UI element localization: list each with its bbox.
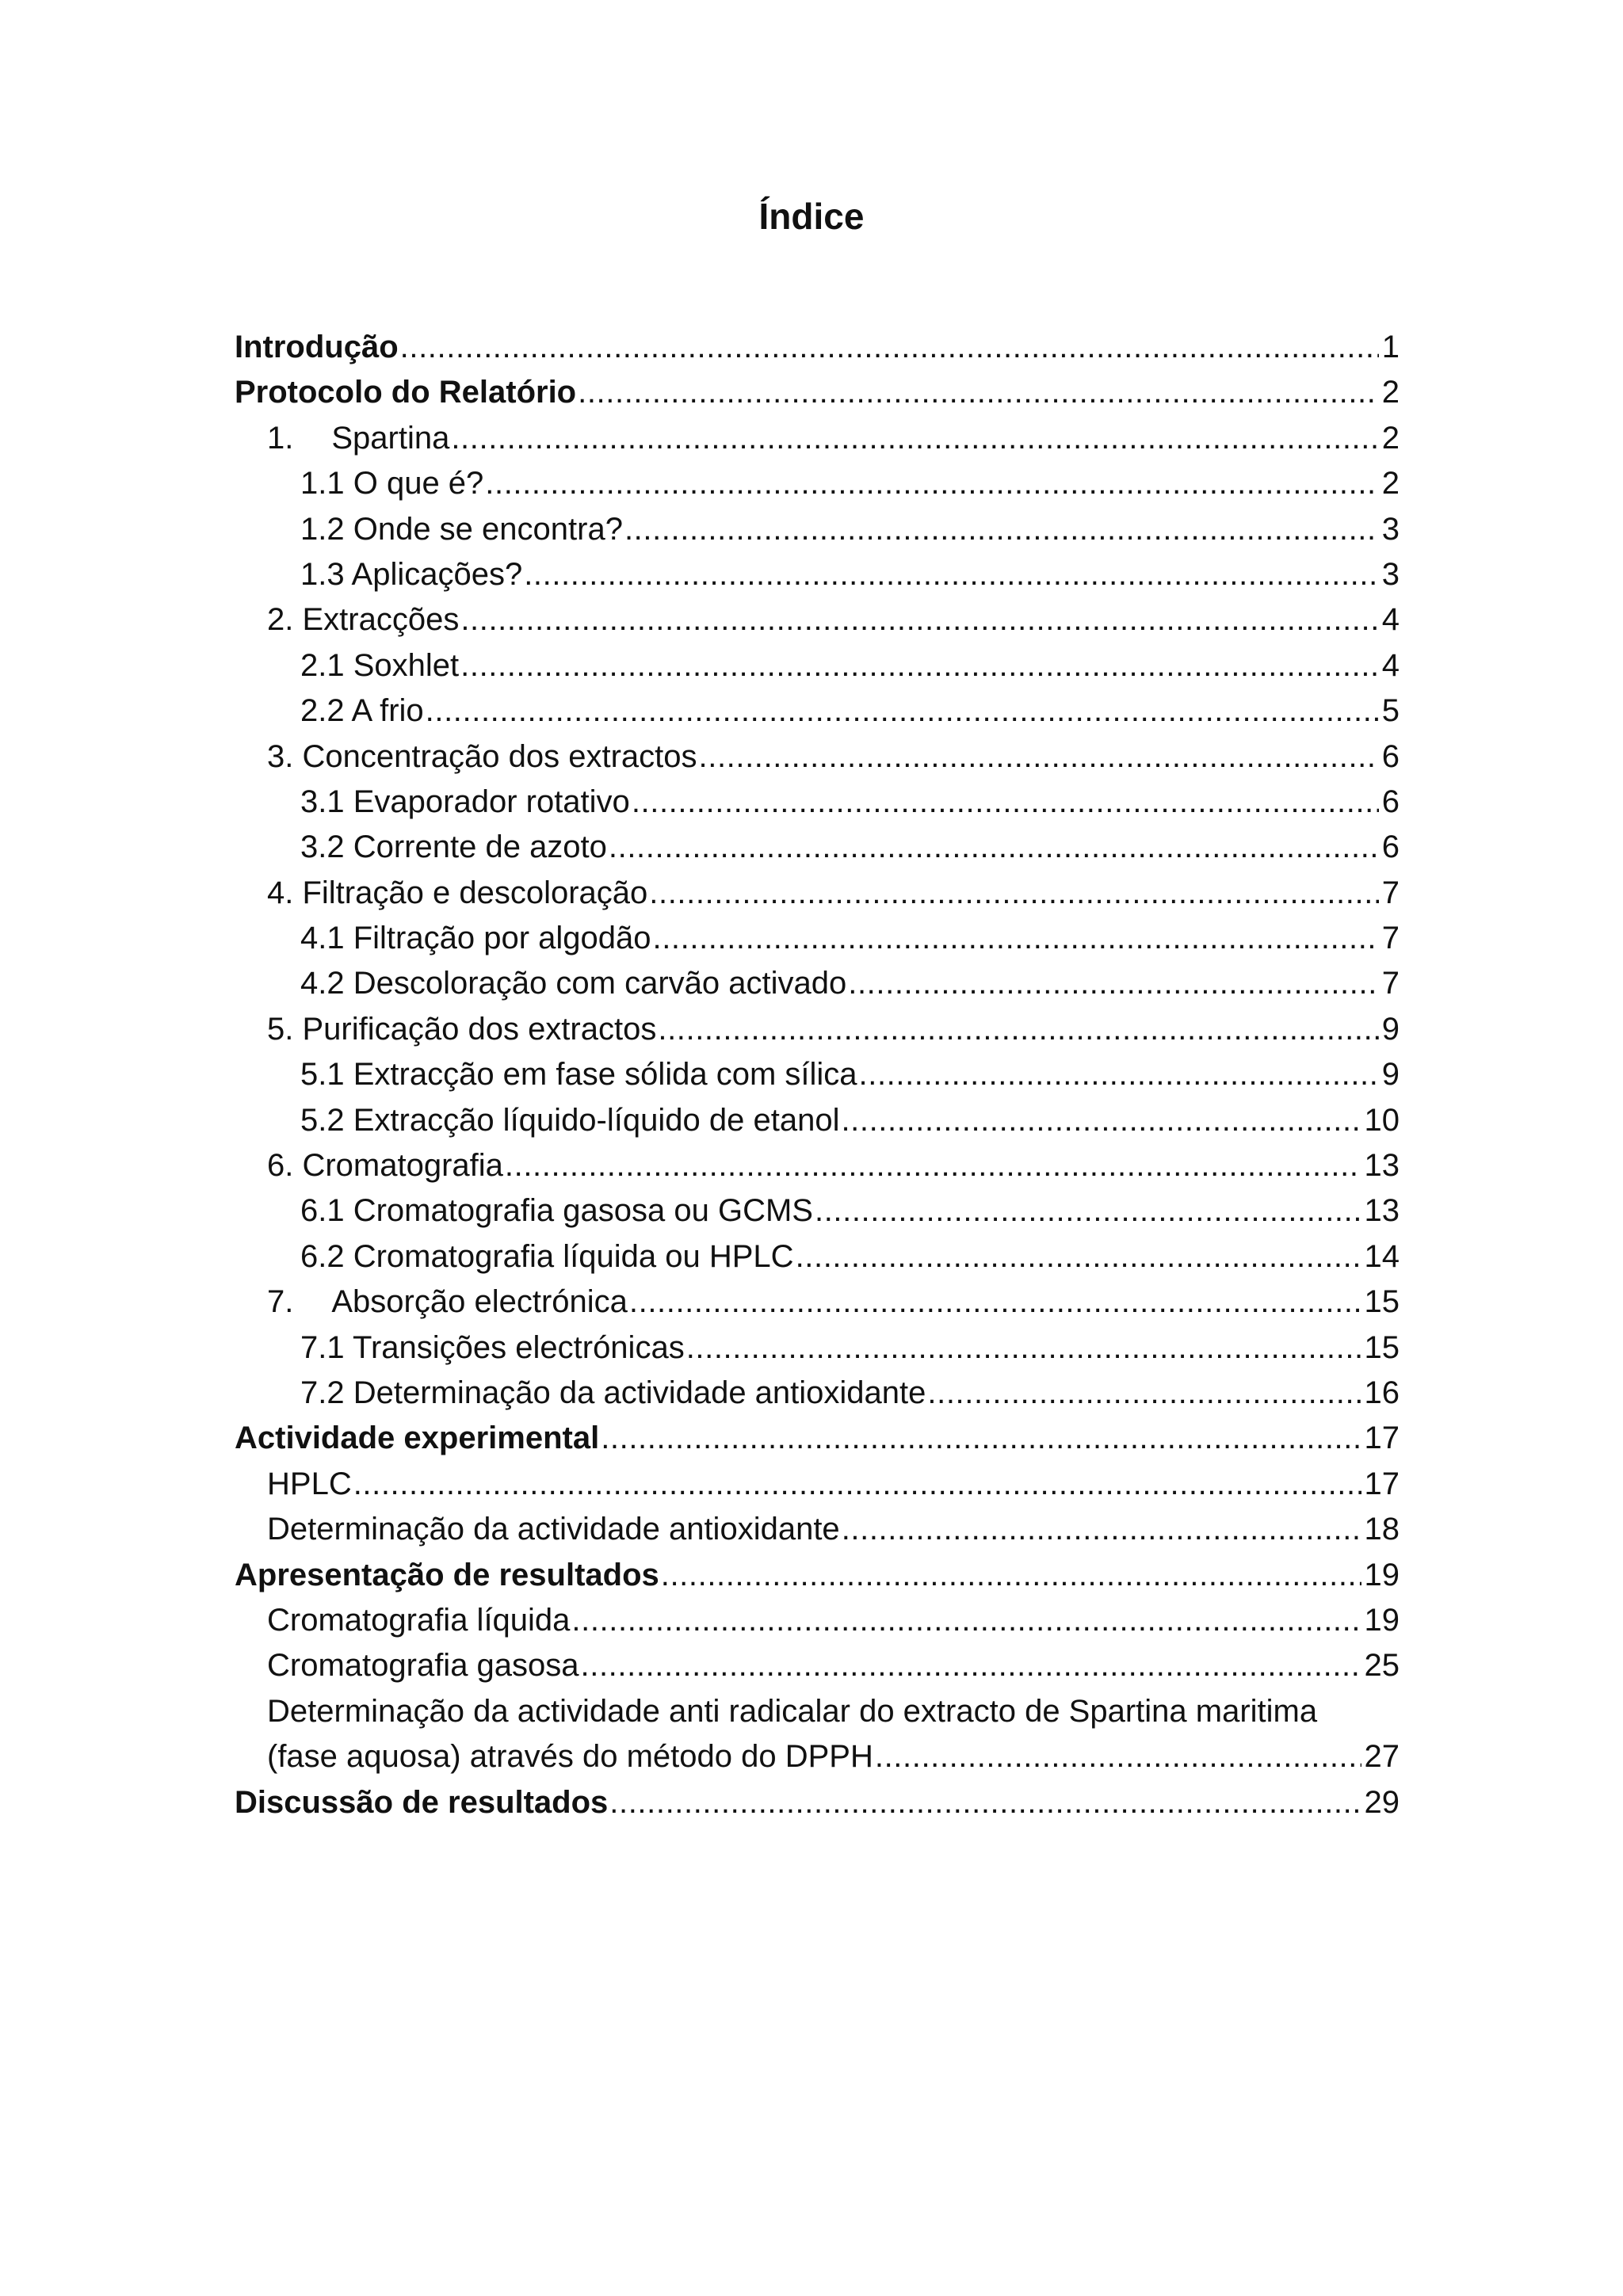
dot-leader bbox=[796, 1234, 1361, 1280]
toc-entry-text: 2.1 Soxhlet bbox=[300, 647, 460, 683]
toc-page-number: 2 bbox=[1381, 466, 1400, 502]
toc-entry[interactable] bbox=[235, 1325, 1400, 1371]
toc-entry-label bbox=[267, 1507, 840, 1552]
toc-page-number: 9 bbox=[1381, 1011, 1400, 1047]
toc-entry-text: Protocolo do Relatório bbox=[235, 375, 577, 410]
toc-page-number: 17 bbox=[1364, 1466, 1400, 1501]
toc-page-number: 19 bbox=[1364, 1602, 1400, 1638]
dot-leader bbox=[601, 1416, 1361, 1461]
toc-entry[interactable] bbox=[235, 734, 1400, 780]
toc-page-number: 1 bbox=[1381, 330, 1400, 364]
toc-entry-text: 2. Extracções bbox=[267, 602, 460, 638]
toc-entry-label bbox=[300, 1052, 857, 1097]
toc-entry-label bbox=[267, 734, 697, 780]
toc-entry-label bbox=[267, 1734, 873, 1779]
toc-page-number: 15 bbox=[1364, 1329, 1400, 1365]
page-title: Índice bbox=[758, 196, 865, 237]
toc-entry[interactable] bbox=[235, 1280, 1400, 1325]
toc-entry-label bbox=[267, 1462, 352, 1507]
toc-entry-text: 1.3 Aplicações? bbox=[300, 556, 523, 592]
toc-page-number: 3 bbox=[1381, 556, 1400, 592]
toc-page-number: 29 bbox=[1364, 1784, 1400, 1820]
toc-entry[interactable] bbox=[235, 916, 1400, 961]
dot-leader bbox=[353, 1462, 1361, 1507]
toc-entry[interactable] bbox=[235, 552, 1400, 597]
toc-entry-label bbox=[300, 1325, 685, 1371]
dot-leader bbox=[859, 1052, 1379, 1097]
toc-entry-text: Absorção electrónica bbox=[331, 1284, 628, 1320]
dot-leader bbox=[815, 1188, 1361, 1234]
toc-entry[interactable] bbox=[235, 871, 1400, 916]
toc-entry-text: Introdução bbox=[235, 330, 399, 364]
toc-entry[interactable] bbox=[235, 1234, 1400, 1280]
toc-entry-text: 4. Filtração e descoloração bbox=[267, 875, 648, 910]
toc-page-number: 6 bbox=[1381, 830, 1400, 865]
toc-entry-number: 7. bbox=[267, 1284, 294, 1320]
toc-entry-label bbox=[235, 1416, 599, 1461]
toc-page-number: 18 bbox=[1364, 1512, 1400, 1547]
toc-entry[interactable] bbox=[235, 825, 1400, 870]
toc-entry-label bbox=[300, 916, 651, 961]
toc-entry-label bbox=[267, 1007, 656, 1052]
toc-page-number: 2 bbox=[1381, 420, 1400, 456]
dot-leader bbox=[875, 1734, 1361, 1779]
toc-entry[interactable] bbox=[235, 1507, 1400, 1552]
toc-entry-label bbox=[267, 1598, 570, 1643]
toc-entry[interactable] bbox=[235, 325, 1400, 370]
toc-entry[interactable] bbox=[235, 961, 1400, 1006]
toc-entry[interactable] bbox=[235, 1052, 1400, 1097]
toc-entry-label bbox=[300, 507, 623, 552]
toc-page-number: 2 bbox=[1381, 375, 1400, 410]
dot-leader bbox=[649, 871, 1378, 916]
dot-leader bbox=[581, 1643, 1361, 1688]
dot-leader bbox=[842, 1507, 1361, 1552]
toc-entry-text: HPLC bbox=[267, 1466, 352, 1501]
toc-page-number: 6 bbox=[1381, 784, 1400, 819]
dot-leader bbox=[609, 825, 1379, 870]
toc-entry-text: 6.2 Cromatografia líquida ou HPLC bbox=[300, 1238, 794, 1274]
dot-leader bbox=[485, 461, 1378, 506]
toc-entry[interactable] bbox=[235, 1007, 1400, 1052]
toc-page-number: 4 bbox=[1381, 647, 1400, 683]
toc-entry-label bbox=[235, 1553, 659, 1598]
toc-entry-number: 1. bbox=[267, 420, 294, 456]
dot-leader bbox=[524, 552, 1379, 597]
toc-page-number: 4 bbox=[1381, 602, 1400, 638]
toc-entry-text: 4.1 Filtração por algodão bbox=[300, 921, 651, 956]
toc-entry-label bbox=[300, 643, 459, 688]
toc-page-number: 15 bbox=[1364, 1284, 1400, 1320]
toc-entry[interactable] bbox=[235, 1598, 1400, 1643]
toc-page-number: 7 bbox=[1381, 966, 1400, 1001]
toc-entry-text: 3.2 Corrente de azoto bbox=[300, 830, 607, 865]
toc-entry-text: 3.1 Evaporador rotativo bbox=[300, 784, 630, 819]
toc-page-number: 13 bbox=[1364, 1148, 1400, 1184]
toc-entry-text: 2.2 A frio bbox=[300, 693, 424, 729]
toc-entry-label bbox=[235, 370, 576, 415]
toc-page-number: 7 bbox=[1381, 875, 1400, 910]
toc-entry[interactable] bbox=[235, 1462, 1400, 1507]
toc-entry-label bbox=[267, 1143, 503, 1188]
toc-entry-label bbox=[267, 1643, 579, 1688]
toc-entry[interactable] bbox=[235, 1143, 1400, 1188]
dot-leader bbox=[578, 370, 1379, 415]
toc-entry-text: (fase aquosa) através do método do DPPH bbox=[267, 1739, 873, 1775]
toc-entry[interactable] bbox=[235, 370, 1400, 415]
dot-leader bbox=[451, 416, 1378, 461]
toc-entry[interactable] bbox=[235, 643, 1400, 688]
toc-entry-text: Determinação da actividade antioxidante bbox=[267, 1512, 840, 1547]
toc-entry-label bbox=[300, 780, 630, 825]
toc-entry[interactable] bbox=[235, 1643, 1400, 1688]
dot-leader bbox=[400, 325, 1379, 370]
toc-page-number: 16 bbox=[1364, 1375, 1400, 1410]
toc-entry-label bbox=[235, 325, 399, 370]
toc-entry-text: 6.1 Cromatografia gasosa ou GCMS bbox=[300, 1193, 813, 1229]
dot-leader bbox=[624, 507, 1379, 552]
dot-leader bbox=[658, 1007, 1378, 1052]
dot-leader bbox=[505, 1143, 1361, 1188]
dot-leader bbox=[927, 1371, 1361, 1416]
toc-page-number: 27 bbox=[1364, 1739, 1400, 1775]
dot-leader bbox=[848, 961, 1379, 1006]
dot-leader bbox=[686, 1325, 1361, 1371]
toc-entry-text: 4.2 Descoloração com carvão activado bbox=[300, 966, 847, 1001]
toc-entry-text: Cromatografia gasosa bbox=[267, 1648, 579, 1684]
toc-entry-text: 5.1 Extracção em fase sólida com sílica bbox=[300, 1057, 857, 1093]
toc-entry[interactable] bbox=[235, 1416, 1400, 1461]
toc-entry-text: 1.1 O que é? bbox=[300, 466, 484, 502]
toc-entry-label-line: Determinação da actividade anti radicalar do extracto de Spartina maritima bbox=[267, 1693, 1318, 1729]
toc-entry[interactable] bbox=[235, 507, 1400, 552]
dot-leader bbox=[841, 1098, 1361, 1143]
toc-entry-text: Actividade experimental bbox=[235, 1421, 600, 1456]
toc-page-number: 25 bbox=[1364, 1648, 1400, 1684]
toc-entry-text: 5. Purificação dos extractos bbox=[267, 1011, 657, 1047]
dot-leader bbox=[426, 688, 1379, 734]
toc-entry-label bbox=[267, 1280, 628, 1325]
toc-entry-label bbox=[267, 871, 647, 916]
toc-entry[interactable] bbox=[235, 1371, 1400, 1416]
toc-entry-text: 1.2 Onde se encontra? bbox=[300, 511, 623, 547]
toc-entry-text: 7.1 Transições electrónicas bbox=[300, 1329, 685, 1365]
dot-leader bbox=[629, 1280, 1361, 1325]
dot-leader bbox=[460, 597, 1378, 643]
dot-leader bbox=[460, 643, 1379, 688]
dot-leader bbox=[609, 1780, 1361, 1825]
toc-page-number: 7 bbox=[1381, 921, 1400, 956]
toc-entry-text: 5.2 Extracção líquido-líquido de etanol bbox=[300, 1102, 840, 1138]
toc-page-number: 6 bbox=[1381, 738, 1400, 774]
dot-leader bbox=[699, 734, 1379, 780]
dot-leader bbox=[571, 1598, 1361, 1643]
toc-page-number: 14 bbox=[1364, 1238, 1400, 1274]
toc-entry-text: Apresentação de resultados bbox=[235, 1557, 659, 1592]
dot-leader bbox=[653, 916, 1379, 961]
toc-entry-text: Discussão de resultados bbox=[235, 1784, 609, 1820]
toc-entry-text: 7.2 Determinação da actividade antioxidante bbox=[300, 1375, 926, 1410]
toc-entry-label bbox=[300, 1234, 794, 1280]
toc-entry-label bbox=[300, 961, 846, 1006]
toc-entry-label bbox=[267, 597, 459, 643]
toc-entry[interactable] bbox=[235, 416, 1400, 461]
toc-entry[interactable] bbox=[235, 1553, 1400, 1598]
toc-entry[interactable] bbox=[235, 780, 1400, 825]
toc-page-number: 10 bbox=[1364, 1102, 1400, 1138]
toc-page-number: 3 bbox=[1381, 511, 1400, 547]
toc-page-number: 13 bbox=[1364, 1193, 1400, 1229]
toc-entry-label bbox=[300, 552, 522, 597]
table-of-contents bbox=[235, 325, 1400, 1825]
toc-entry[interactable] bbox=[235, 1188, 1400, 1234]
toc-entry-label bbox=[300, 688, 424, 734]
toc-page-number: 19 bbox=[1364, 1557, 1400, 1592]
toc-entry[interactable] bbox=[235, 1780, 1400, 1825]
toc-entry[interactable] bbox=[235, 461, 1400, 506]
toc-entry-text: Spartina bbox=[331, 420, 450, 456]
toc-entry-label bbox=[235, 1780, 608, 1825]
toc-entry[interactable] bbox=[235, 597, 1400, 643]
toc-entry[interactable] bbox=[235, 1734, 1400, 1779]
toc-entry[interactable] bbox=[235, 1098, 1400, 1143]
toc-entry-label bbox=[300, 1188, 813, 1234]
toc-entry-label bbox=[300, 825, 607, 870]
toc-entry-label bbox=[300, 1098, 839, 1143]
dot-leader bbox=[632, 780, 1379, 825]
toc-page-number: 5 bbox=[1381, 693, 1400, 729]
toc-entry-label bbox=[267, 416, 449, 461]
toc-entry-text: 6. Cromatografia bbox=[267, 1148, 503, 1184]
toc-entry-text: 3. Concentração dos extractos bbox=[267, 738, 697, 774]
toc-page-number: 17 bbox=[1364, 1421, 1400, 1456]
dot-leader bbox=[661, 1553, 1361, 1598]
toc-entry[interactable] bbox=[235, 688, 1400, 734]
toc-entry-label bbox=[300, 1371, 926, 1416]
toc-entry-label bbox=[300, 461, 483, 506]
toc-entry-text: Cromatografia líquida bbox=[267, 1602, 571, 1638]
toc-page-number: 9 bbox=[1381, 1057, 1400, 1093]
